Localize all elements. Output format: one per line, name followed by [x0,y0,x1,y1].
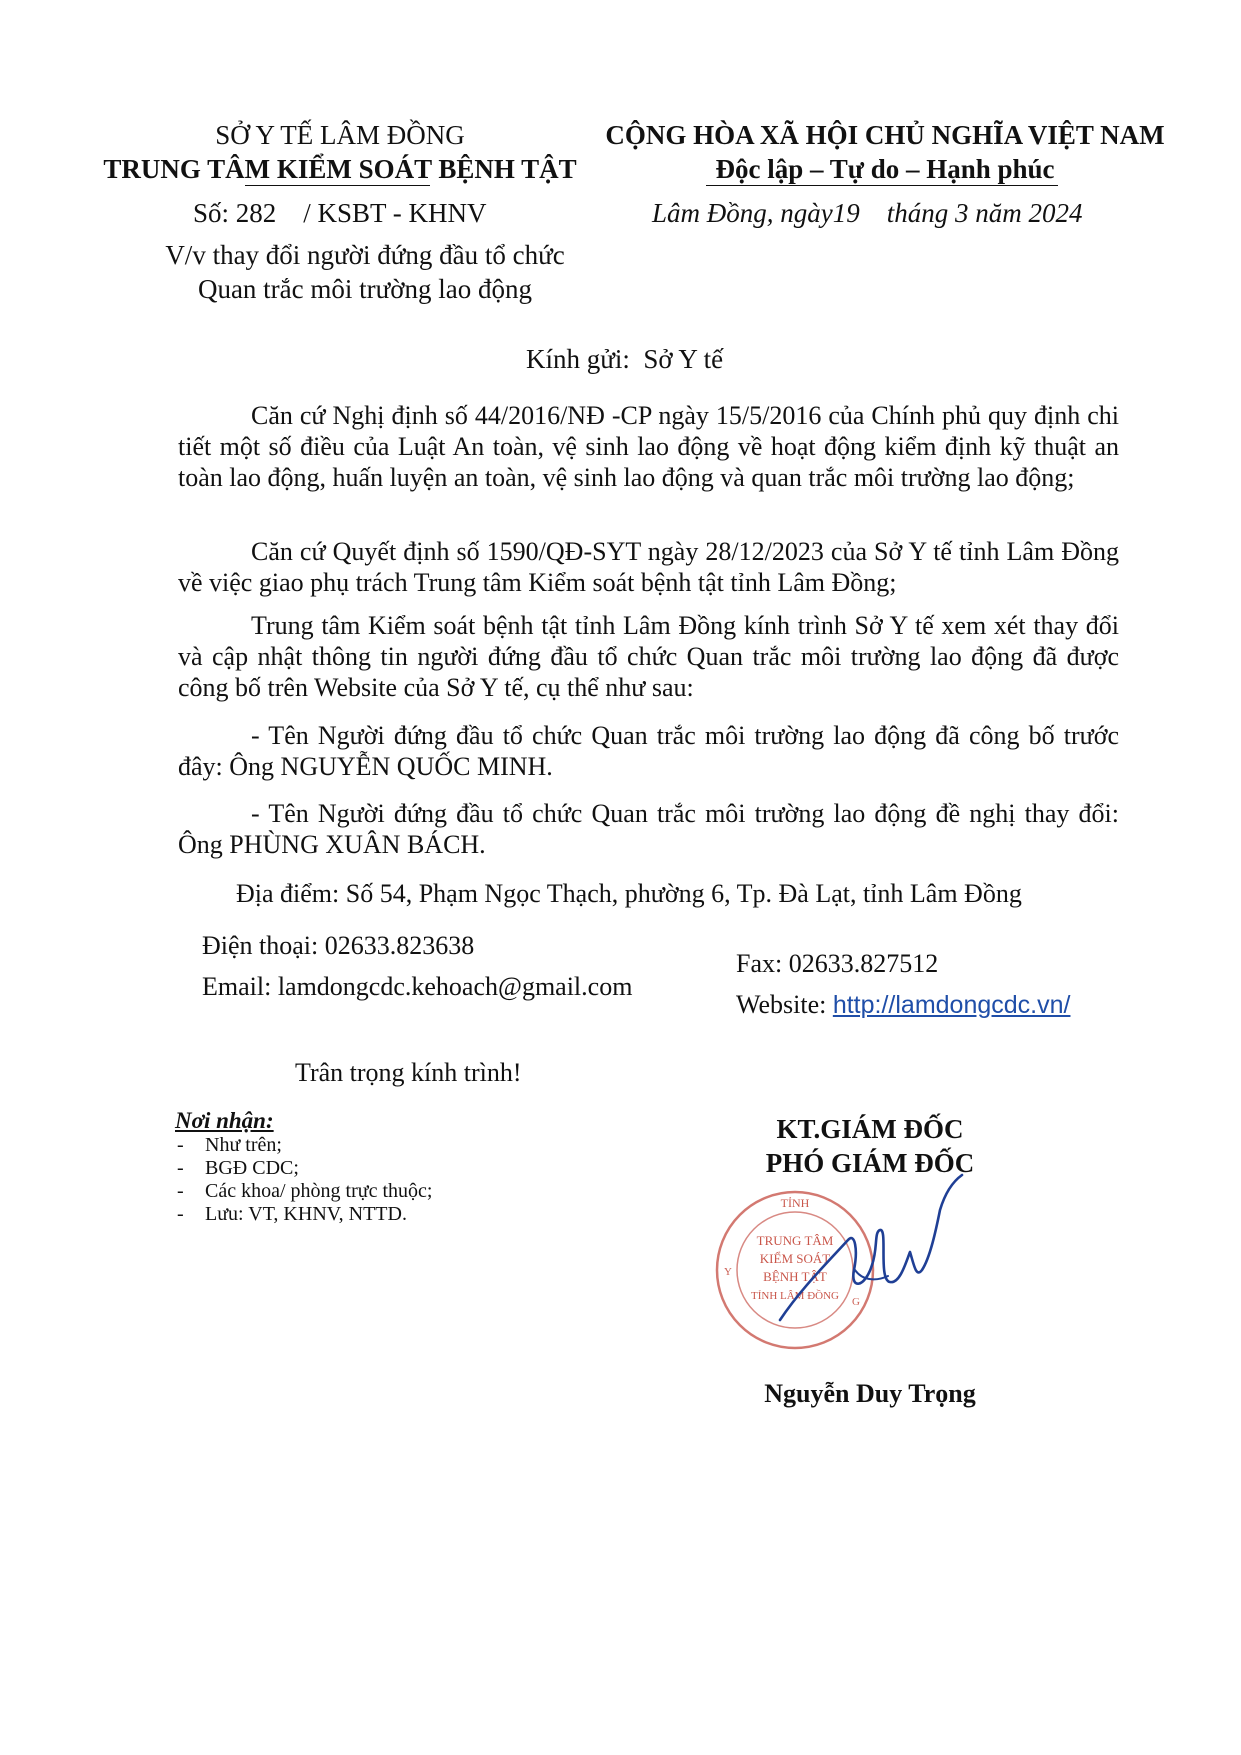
signer-name: Nguyễn Duy Trọng [764,1379,976,1408]
recipients-list [175,1134,432,1226]
org-name-text: TRUNG TÂM KIỂM SOÁT BỆNH TẬT [103,154,577,184]
motto-underline [706,185,1058,186]
subject-line-1: V/v thay đổi người đứng đầu tổ chức [165,240,565,270]
paragraph-2: Căn cứ Quyết định số 1590/QĐ-SYT ngày 28/12/2023 của Sở Y tế tỉnh Lâm Đồng về việc giao phụ trách Trung tâm Kiểm soát bệnh tật tỉnh Lâm Đồng; [178,537,1119,597]
org-parent: SỞ Y TẾ LÂM ĐỒNG [215,120,465,150]
seal-top-text: TỈNH [780,1196,810,1210]
paragraph-4: - Tên Người đứng đầu tổ chức Quan trắc môi trường lao động đã công bố trước đây: Ông NGUYỄN QUỐC MINH. [178,721,1119,781]
national-title: CỘNG HÒA XÃ HỘI CHỦ NGHĨA VIỆT NAM [605,120,1165,150]
seal-line-4: TỈNH LÂM ĐỒNG [751,1290,839,1302]
recipients-title: Nơi nhận: [175,1108,274,1133]
recipient-line: Kính gửi: Sở Y tế [526,344,724,374]
seal-line-1: TRUNG TÂM [756,1233,834,1248]
seal-rim-glyph: G [852,1296,860,1308]
motto: Độc lập – Tự do – Hạnh phúc [715,154,1055,184]
paragraph-3: Trung tâm Kiểm soát bệnh tật tỉnh Lâm Đồng kính trình Sở Y tế xem xét thay đổi và cập nhật thông tin người đứng đầu tổ chức Quan trắc môi trường lao động đã được công bố trên Website của Sở Y tế, cụ thể như sau: [178,611,1119,702]
contact-left [202,930,632,1002]
signature-title-1: KT.GIÁM ĐỐC [776,1114,964,1144]
website-label: Website: [736,990,833,1019]
seal-line-2: KIỂM SOÁT [759,1251,831,1266]
contact-right [736,948,1070,1021]
recipient-item: - Như trên; [175,1134,432,1157]
handwritten-signature [770,1170,970,1330]
paragraph-1: Căn cứ Nghị định số 44/2016/NĐ -CP ngày 15/5/2016 của Chính phủ quy định chi tiết một số điều của Luật An toàn, vệ sinh lao động về hoạt động kiểm định kỹ thuật an toàn lao động, huấn luyện an toàn, vệ sinh lao động và quan trắc môi trường lao động; [178,401,1119,492]
org-underline [245,185,430,186]
header-right [580,118,1190,186]
recipients [175,1108,432,1226]
paragraph-5: - Tên Người đứng đầu tổ chức Quan trắc môi trường lao động đề nghị thay đổi: Ông PHÙNG XUÂN BÁCH. [178,799,1119,859]
header-left [80,118,600,186]
seal-rim-glyph: Y [724,1266,732,1278]
address: Địa điểm: Số 54, Phạm Ngọc Thạch, phường 6, Tp. Đà Lạt, tỉnh Lâm Đồng [236,879,1022,908]
website-link[interactable]: http://lamdongcdc.vn/ [832,991,1071,1019]
email: Email: lamdongcdc.kehoach@gmail.com [202,972,633,1001]
signature-title-2: PHÓ GIÁM ĐỐC [765,1148,975,1178]
doc-number: Số: 282 / KSBT - KHNV [193,198,487,228]
phone: Điện thoại: 02633.823638 [202,931,475,960]
place-date: Lâm Đồng, ngày19 tháng 3 năm 2024 [652,198,1083,228]
subject-line-2: Quan trắc môi trường lao động [197,274,533,304]
subject [140,238,590,306]
fax: Fax: 02633.827512 [736,949,939,978]
closing: Trân trọng kính trình! [295,1058,522,1087]
org-name [80,152,600,186]
recipient-item: - Các khoa/ phòng trực thuộc; [175,1180,432,1203]
recipient-item: - BGĐ CDC; [175,1157,432,1180]
website [736,989,1070,1021]
recipient-item: - Lưu: VT, KHNV, NTTD. [175,1203,432,1226]
seal-line-3: BỆNH TẬT [763,1269,827,1284]
